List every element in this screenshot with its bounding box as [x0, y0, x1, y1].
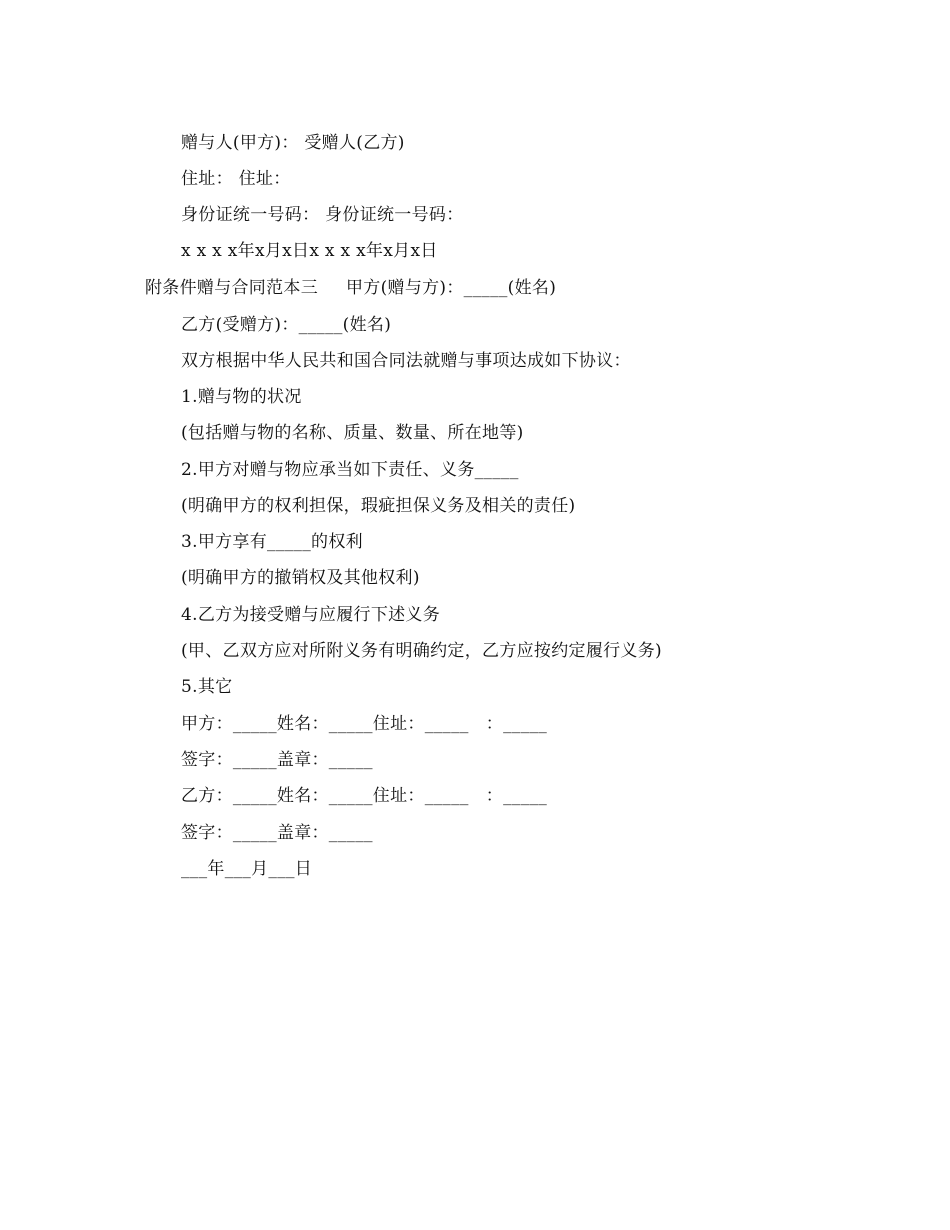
- clause-1: 1.赠与物的状况: [181, 387, 302, 407]
- clause-5: 5.其它: [181, 677, 233, 697]
- id-number-line: 身份证统一号码： 身份证统一号码：: [181, 205, 464, 225]
- clause-4: 4.乙方为接受赠与应履行下述义务: [181, 605, 441, 625]
- clause-3-note: (明确甲方的撤销权及其他权利): [181, 568, 420, 588]
- party-b-recipient: 乙方(受赠方)：_____(姓名): [181, 315, 392, 335]
- donor-recipient-line: 赠与人(甲方)： 受赠人(乙方): [181, 133, 405, 153]
- party-a-sign-seal: 签字：_____盖章：_____: [181, 750, 373, 770]
- section-heading-line: [145, 276, 556, 300]
- party-a-donor: 甲方(赠与方)：_____(姓名): [346, 278, 557, 298]
- signing-date: ___年___月___日: [181, 859, 313, 879]
- party-a-signature-fields: 甲方：_____姓名：_____住址：_____ ：_____: [181, 714, 548, 734]
- clause-4-note: (甲、乙双方应对所附义务有明确约定，乙方应按约定履行义务): [181, 641, 662, 661]
- party-b-signature-fields: 乙方：_____姓名：_____住址：_____ ：_____: [181, 786, 548, 806]
- section-title: 附条件赠与合同范本三: [145, 278, 318, 298]
- agreement-intro: 双方根据中华人民共和国合同法就赠与事项达成如下协议：: [181, 351, 631, 371]
- clause-3: 3.甲方享有_____的权利: [181, 532, 363, 552]
- date-line: x x x x年x月x日x x x x年x月x日: [181, 241, 438, 261]
- clause-2: 2.甲方对赠与物应承当如下责任、义务_____: [181, 460, 519, 480]
- clause-1-note: (包括赠与物的名称、质量、数量、所在地等): [181, 423, 524, 443]
- clause-2-note: (明确甲方的权利担保，瑕疵担保义务及相关的责任): [181, 496, 576, 516]
- party-b-sign-seal: 签字：_____盖章：_____: [181, 823, 373, 843]
- address-line: 住址： 住址：: [181, 169, 291, 189]
